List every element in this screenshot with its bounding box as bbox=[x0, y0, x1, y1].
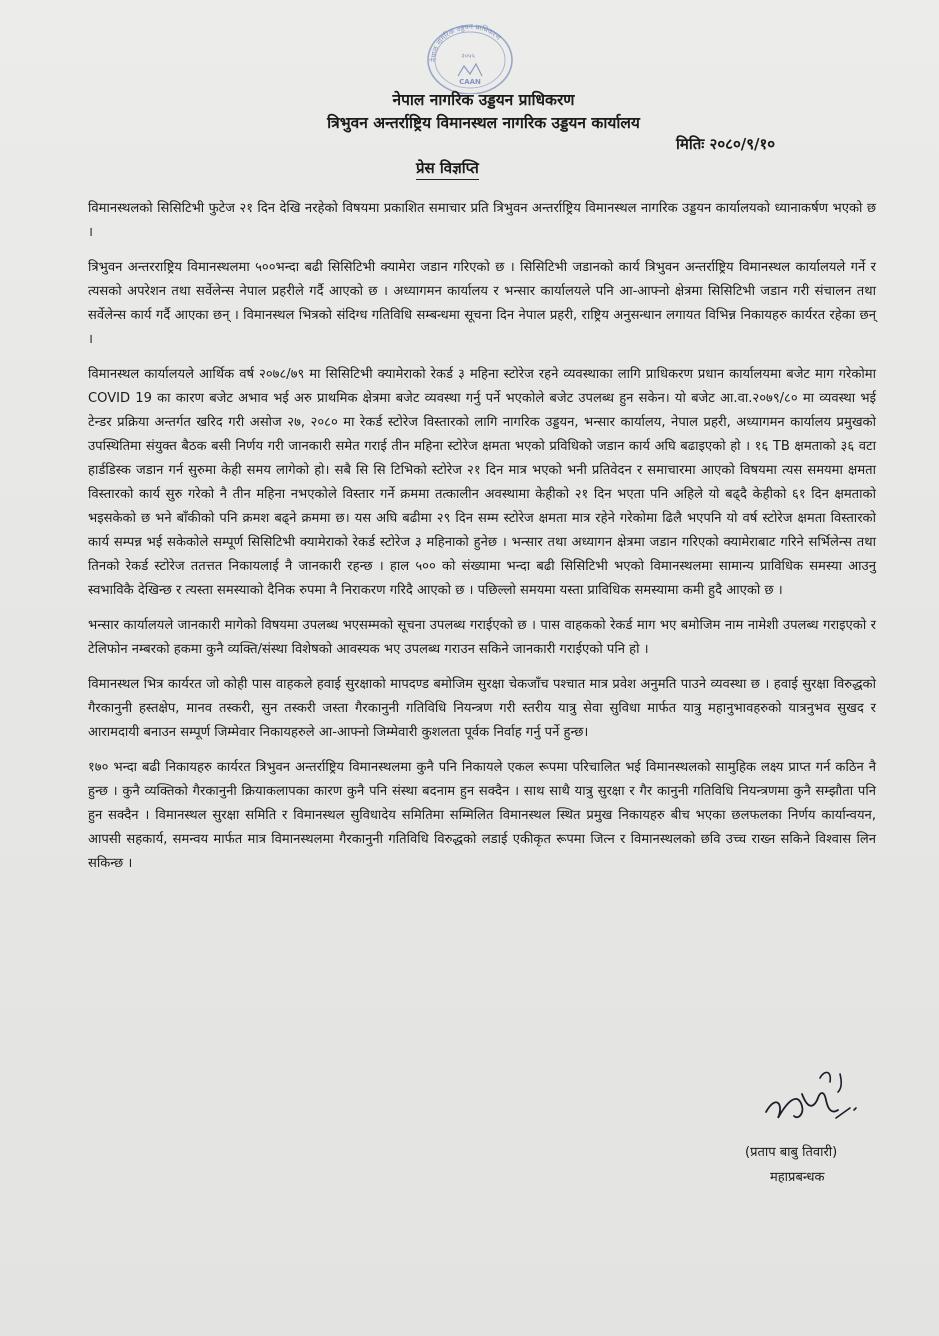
seal-ring-text: नेपाल नागरिक उड्डयन प्राधिकरण bbox=[428, 22, 503, 63]
seal-stamp bbox=[418, 18, 522, 94]
paragraph: भन्सार कार्यालयले जानकारी मागेको विषयमा उपलब्ध भएसम्मको सूचना उपलब्ध गराईएको छ । पास वाहकको रेकर्ड माग भए बमोजिम नाम नामेशी उपलब्ध गराइएको र टेलिफोन नम्बरको हकमा कुनै व्यक्ति/संस्था विशेषको आवस्यक भए उपलब्ध गराउन सकिने जानकारी गराईएको पनि हो । bbox=[88, 618, 876, 657]
signatory-name: (प्रताप बाबु तिवारी) bbox=[745, 1145, 838, 1160]
office-name: त्रिभुवन अन्तर्राष्ट्रिय विमानस्थल नागरिक उड्डयन कार्यालय bbox=[327, 114, 640, 132]
paragraph: विमानस्थलको सिसिटिभी फुटेज २१ दिन देखि नरहेको विषयमा प्रकाशित समाचार प्रति त्रिभुवन अन्तर्राष्ट्रिय विमानस्थल नागरिक उड्डयन कार्यालयको ध्यानाकर्षण भएको छ । bbox=[88, 201, 876, 240]
paragraph: १७० भन्दा बढी निकायहरु कार्यरत त्रिभुवन अन्तर्राष्ट्रिय विमानस्थलमा कुनै पनि निकायले एकल रूपमा परिचालित भई विमानस्थलको सामुहिक लक्ष्य प्राप्त गर्न कठिन नै हुन्छ । कुनै व्यक्तिको गैरकानुनी क्रियाकलापका कारण कुनै पनि संस्था बदनाम हुन सक्दैन । साथ साथै यात्रु सुरक्षा र गैर कानुनी गतिविधि नियन्त्रणमा कुनै सम्झौता पनि हुन सक्दैन । विमानस्थल सुरक्षा समिति र विमानस्थल सुविधादेय समितिमा सम्मिलित विमानस्थल स्थित प्रमुख निकायहरु बीच भएका छलफलका निर्णय कार्यान्वयन, आपसी सहकार्य, समन्वय मार्फत मात्र विमानस्थलमा गैरकानुनी गतिविधि विरुद्धको लडाई एकीकृत रूपमा जित्न र विमानस्थलको छवि उच्च राख्न सकिने विश्वास लिन सकिन्छ । bbox=[88, 760, 876, 871]
seal-abbr: CAAN bbox=[459, 78, 481, 86]
signatory-designation: महाप्रबन्धक bbox=[770, 1170, 825, 1185]
organization-name: नेपाल नागरिक उड्डयन प्राधिकरण bbox=[392, 91, 575, 109]
paragraph: विमानस्थल कार्यालयले आर्थिक वर्ष २०७८/७९ मा सिसिटिभी क्यामेराको रेकर्ड ३ महिना स्टोरेज रहने व्यवस्थाका लागि प्राधिकरण प्रधान कार्यालयमा बजेट माग गरेकोमा COVID 19 का कारण बजेट अभाव भई अरु प्राथमिक क्षेत्रमा बजेट व्यवस्था गर्नु पर्ने भएकोले बजेट उपलब्ध हुन सकेन। यो बजेट आ.वा.२०७९/८० मा व्यवस्था भई टेन्डर प्रक्रिया अन्तर्गत खरिद गरी असोज २७, २०८० मा रेकर्ड स्टोरेज विस्तारको लागि नागरिक उड्डयन, भन्सार कार्यालय, नेपाल प्रहरी, अध्यागमन कार्यालय प्रमुखको उपस्थितिमा संयुक्त बैठक बसी निर्णय गरी जानकारी समेत गराई तीन महिना स्टोरेज क्षमता भएको प्रविधिको जडान कार्य अघि बढाइएको हो । १६ TB क्षमताको ३६ वटा हार्डडिस्क जडान गर्न सुरुमा केही समय लागेको हो। सबै सि सि टिभिको स्टोरेज २१ दिन मात्र भएको भनी प्रतिवेदन र समाचारमा आएको विषयमा त्यस समयमा क्षमता विस्तारको कार्य सुरु गरेको नै तीन महिना नभएकोले विस्तार गर्ने क्रममा तत्कालीन अवस्थामा केहीको २१ दिन भएता पनि अहिले यो बढ्दै केहीको ६१ दिन क्षमताको भइसकेको छ भने बाँकीको पनि क्रमश बढ्ने क्रममा छ। यस अघि बढीमा २९ दिन सम्म स्टोरेज क्षमता मात्र रहेने गरेकोमा ढिलै भएपनि यो वर्ष स्टोरेज क्षमता विस्तारको कार्य सम्पन्न भई सकेकोले सम्पूर्ण सिसिटिभी क्यामेराको रेकर्ड स्टोरेज ३ महिनाको हुनेछ । भन्सार तथा अध्यागन क्षेत्रमा जडान गरिएको क्यामेराबाट गरिने सर्भिलेन्स तथा तिनको रेकर्ड स्टोरेज ततत्तत निकायलाई नै जानकारी रहन्छ । हाल ५०० को संख्यामा भन्दा बढी सिसिटिभी भएको विमानस्थलमा सामान्य प्राविधिक समस्या आउनु स्वभाविकै देखिन्छ र त्यस्ता समस्याको दैनिक रुपमा नै निराकरण गरिदै आएको छ । पछिल्लो समयमा यस्ता प्राविधिक समस्यामा कमी हुदै आएको छ । bbox=[88, 367, 876, 598]
document-title: प्रेस विज्ञप्ति bbox=[416, 158, 479, 180]
document-date: मितिः २०८०/९/१० bbox=[676, 135, 776, 153]
handwritten-signature bbox=[758, 1064, 868, 1136]
press-release-body bbox=[88, 197, 876, 887]
seal-year: २०५५ bbox=[461, 52, 475, 60]
paragraph: विमानस्थल भित्र कार्यरत जो कोही पास वाहकले हवाई सुरक्षाको मापदण्ड बमोजिम सुरक्षा चेकजाँच पश्चात मात्र प्रवेश अनुमति पाउने व्यवस्था छ । हवाई सुरक्षा विरुद्धको गैरकानुनी हस्तक्षेप, मानव तस्करी, सुन तस्करी जस्ता गैरकानुनी गतिविधि नियन्त्रण गरी स्तरीय यात्रु सेवा सुविधा मार्फत यात्रु महानुभावहरुको यात्रनुभव सुखद र आरामदायी बनाउन सम्पूर्ण जिम्मेवार निकायहरुले आ-आफ्नो जिम्मेवारी कुशलता पूर्वक निर्वाह गर्नु पर्ने हुन्छ। bbox=[88, 677, 876, 740]
paragraph: त्रिभुवन अन्तरराष्ट्रिय विमानस्थलमा ५००भन्दा बढी सिसिटिभी क्यामेरा जडान गरिएको छ । सिसिटिभी जडानको कार्य त्रिभुवन अन्तर्राष्ट्रिय विमानस्थल कार्यालयले गर्ने र त्यसको अपरेशन तथा सर्वेलेन्स नेपाल प्रहरीले गर्दै आएको छ । अध्यागमन कार्यालय र भन्सार कार्यालयले पनि आ-आफ्नो क्षेत्रमा सिसिटिभी जडान गरी संचालन तथा सर्वेलेन्स कार्य गर्दै आएका छन् । विमानस्थल भित्रको संदिग्ध गतिविधि सम्बन्धमा सूचना दिन नेपाल प्रहरी, राष्ट्रिय अनुसन्धान लगायत विभिन्न निकायहरु कार्यरत रहेका छन् । bbox=[88, 260, 876, 347]
